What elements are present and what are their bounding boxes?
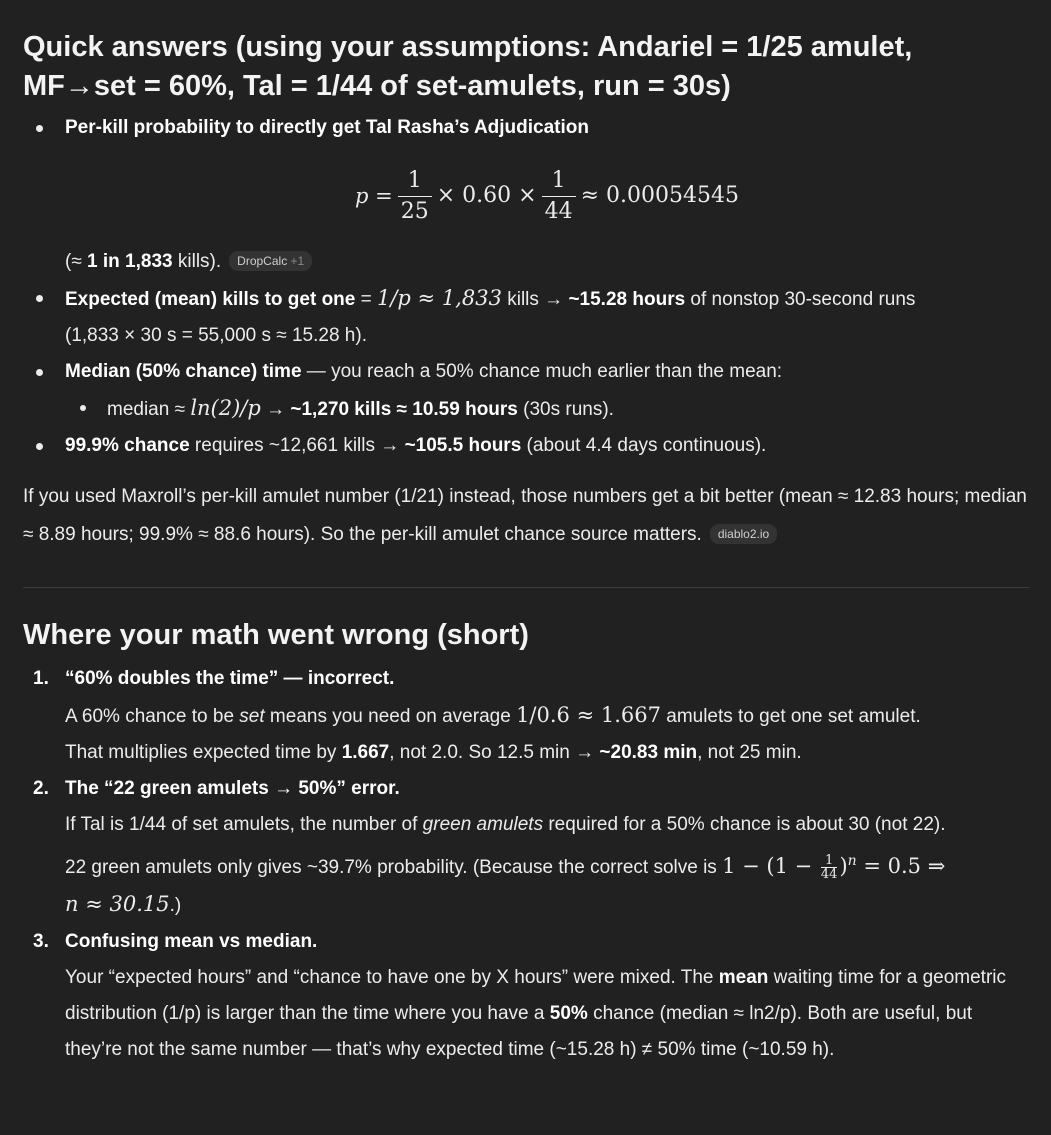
citation-chip-dropcalc[interactable]: DropCalc +1 [229, 251, 312, 271]
quick-answers-list [23, 110, 1029, 464]
list-item: Per-kill probability to directly get Tal Rasha’s Adjudication p = $\frac{1}{25}$ × 0.60 × $\frac{1}{44}$ ≈ 0.00054545 (≈ 1 in 1,833 kills). DropCalc +1 [23, 110, 1029, 280]
per-kill-label: Per-kill probability to directly get Tal Rasha’s Adjudication [65, 117, 590, 138]
median-sublist [65, 390, 1029, 428]
list-item: median ≈ ln(2)/p → ~1,270 kills ≈ 10.59 hours (30s runs). [65, 390, 1029, 428]
list-item: 3. Confusing mean vs median. Your “expected hours” and “chance to have one by X hours” were mixed. The mean waiting time for a geometric distribution (1/p) is larger than the time where you have a 50% chance (median ≈ ln2/p). Both are useful, but they’re not the same number — that’s why expected time (~15.28 h) ≠ 50% time (~10.59 h). [33, 931, 1006, 1060]
errors-list [23, 661, 1029, 1068]
section-heading-quick-answers: Quick answers (using your assumptions: Andariel = 1/25 amulet, MF→set = 60%, Tal = 1/44 of set-amulets, run = 30s) [23, 31, 913, 102]
fraction-1-25: $\frac{1}{25}$ [398, 168, 432, 225]
section-divider [23, 587, 1029, 588]
list-item: Expected (mean) kills to get one = 1/p ≈ 1,833 kills → ~15.28 hours of nonstop 30-second runs (1,833 × 30 s = 55,000 s ≈ 15.28 h). [23, 280, 1029, 354]
maxroll-paragraph: If you used Maxroll’s per-kill amulet number (1/21) instead, those numbers get a bit better (mean ≈ 12.83 hours; median ≈ 8.89 hours; 99.9% ≈ 88.6 hours). So the per-kill amulet chance source matters. diablo2.io [23, 486, 1027, 545]
probability-equation: p = $\frac{1}{25}$ × 0.60 × $\frac{1}{44}$ ≈ 0.00054545 [355, 167, 739, 224]
list-item: 1. “60% doubles the time” — incorrect. A 60% chance to be set means you need on average 1/0.6 ≈ 1.667 amulets to get one set amulet. That multiplies expected time by 1.667, not 2.0. So 12.5 min → ~20.83 min, not 25 min. [33, 668, 921, 763]
fraction-1-44: $\frac{1}{44}$ [542, 168, 576, 225]
list-item: 99.9% chance requires ~12,661 kills → ~105.5 hours (about 4.4 days continuous). [23, 428, 1029, 464]
section-heading-math-errors: Where your math went wrong (short) [23, 619, 529, 651]
solve-equation: 1 − (1 − $\frac{1}{44}$ )$^n$ = 0.5 ⇒ [722, 853, 946, 882]
list-item: 2. The “22 green amulets → 50%” error. If Tal is 1/44 of set amulets, the number of green amulets required for a 50% chance is about 30 (not 22). 22 green amulets only gives ~39.7% probability. (Because the correct solve is 1 − (1 − $\frac{1}{44}$ )$^n$ = 0.5 ⇒ n ≈ 30.15.) [33, 778, 946, 916]
list-item: Median (50% chance) time — you reach a 50% chance much earlier than the mean: median ≈ ln(2)/p → ~1,270 kills ≈ 10.59 hours (30s runs). [23, 354, 1029, 428]
citation-chip-diablo2io[interactable]: diablo2.io [710, 524, 777, 544]
